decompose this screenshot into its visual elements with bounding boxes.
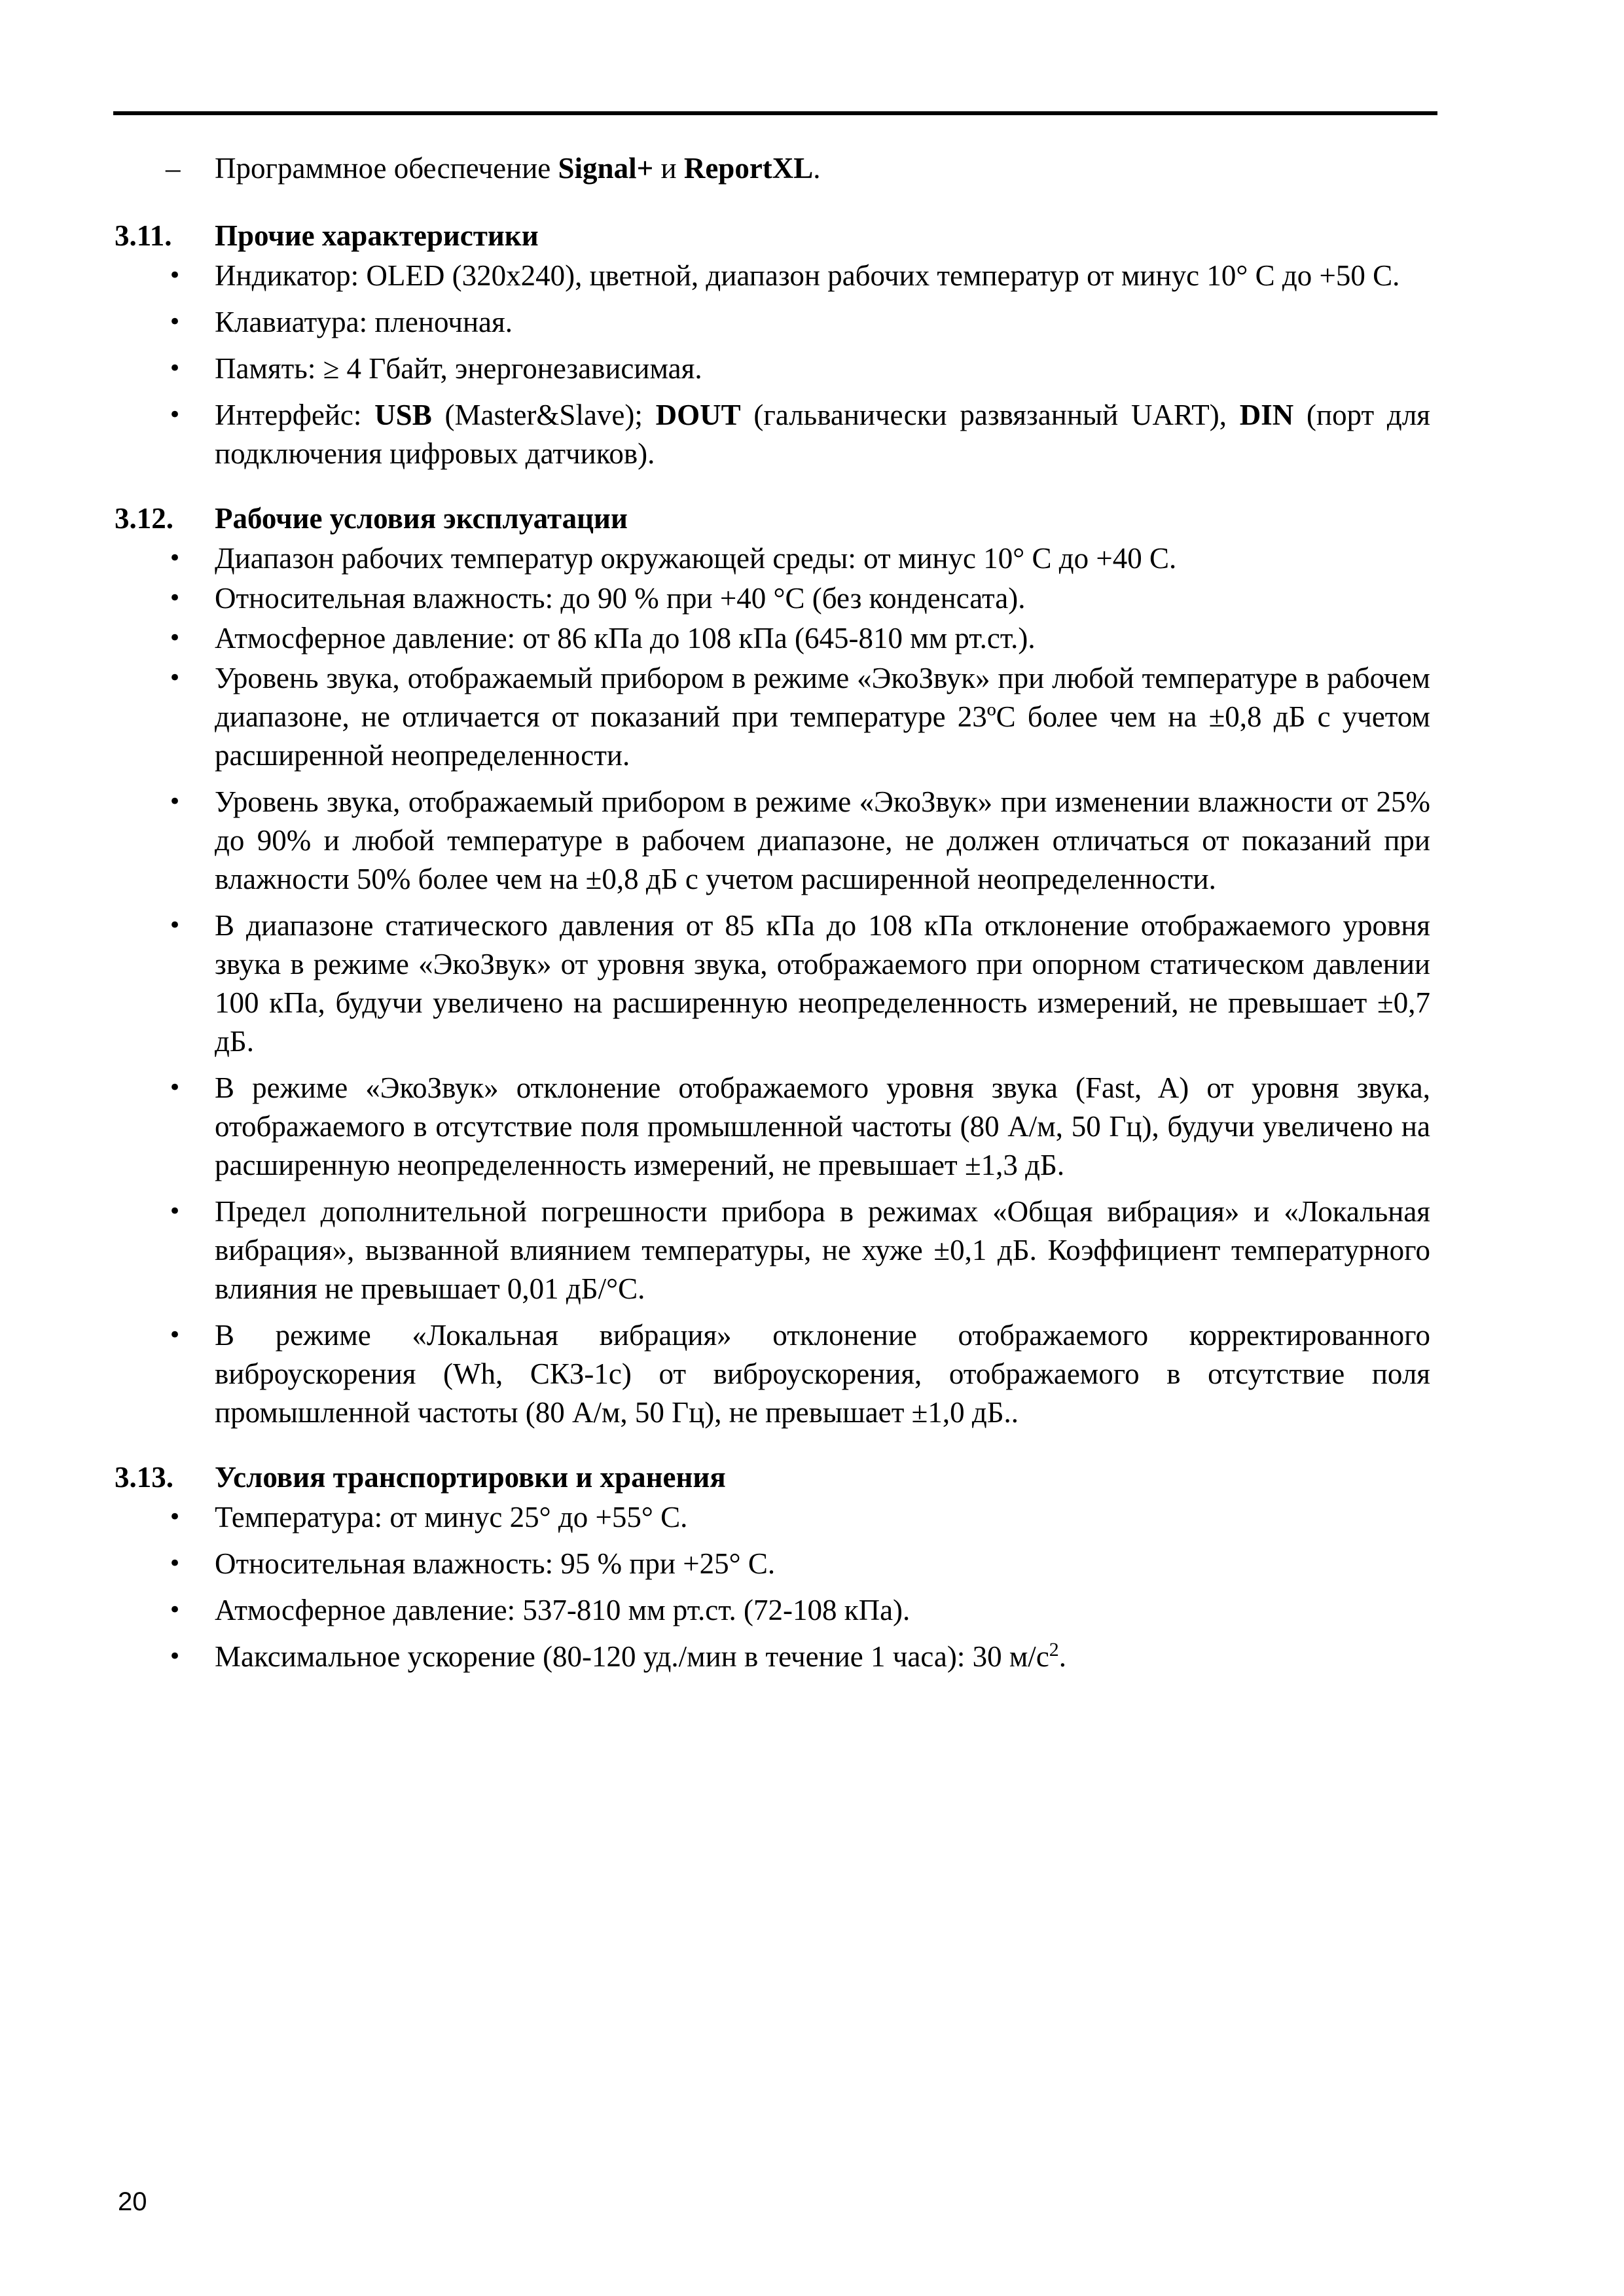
list-item-text: Клавиатура: пленочная. [215,306,513,338]
section-title: Условия транспортировки и хранения [215,1461,726,1494]
list-item [115,350,1430,388]
list-item [115,579,1430,618]
bullet-icon: • [168,1504,182,1530]
interface-dout: DOUT [655,399,741,431]
list-item [115,303,1430,342]
section-3-12-heading [115,499,1430,538]
list-item-text: Атмосферное давление: от 86 кПа до 108 кПа (645-810 мм рт.ст.). [215,622,1036,655]
bullet-icon: • [168,355,182,382]
bullet-icon: • [168,402,182,428]
software-text-before: Программное обеспечение [215,152,558,185]
section-title: Рабочие условия эксплуатации [215,502,628,535]
list-item [115,906,1430,1061]
section-number: 3.11. [115,219,172,252]
list-item-text: В диапазоне статического давления от 85 кПа до 108 кПа отклонение отображаемого уровня звука в режиме «ЭкоЗвук» от уровня звука, отображаемого при опорном статическом давлении 100 кПа, будучи увеличено на расширенную неопределенность измерений, не превышает ±0,7 дБ. [215,909,1430,1058]
bullet-icon: • [168,1075,182,1101]
list-item-text: В режиме «Локальная вибрация» отклонение отображаемого корректированного виброускорения (Wh, СКЗ-1с) от виброускорения, отображаемого в отсутствие поля промышленной частоты (80 А/м, 50 Гц), не превышает ±1,0 дБ.. [215,1319,1430,1429]
list-item-text: Максимальное ускорение (80-120 уд./мин в течение 1 часа): 30 м/с [215,1640,1049,1673]
list-item-text: Относительная влажность: 95 % при +25° С. [215,1547,776,1580]
section-3-13-heading [115,1458,1430,1497]
list-item-interface [115,396,1430,473]
bullet-icon: • [168,545,182,571]
list-item [115,659,1430,775]
list-item-text: Предел дополнительной погрешности прибора в режимах «Общая вибрация» и «Локальная вибрация», вызванной влиянием температуры, не хуже ±0,1 дБ. Коэффициент температурного влияния не превышает 0,01 дБ/°С. [215,1195,1430,1305]
list-item-text: Уровень звука, отображаемый прибором в режиме «ЭкоЗвук» при изменении влажности от 25% до 90% и любой температуре в рабочем диапазоне, не должен отличаться от показаний при влажности 50% более чем на ±0,8 дБ с учетом расширенной неопределенности. [215,785,1430,895]
bullet-icon: • [168,1198,182,1225]
list-item-text: Уровень звука, отображаемый прибором в режиме «ЭкоЗвук» при любой температуре в рабочем диапазоне, не отличается от показаний при температуре 23ºС более чем на ±0,8 дБ с учетом расширенной неопределенности. [215,662,1430,772]
interface-dout-desc: (гальванически развязанный UART), [740,399,1240,431]
list-item [115,257,1430,295]
bullet-icon: • [168,912,182,939]
list-item [115,1591,1430,1630]
bullet-icon: • [168,585,182,611]
interface-usb-desc: (Master&Slave); [431,399,656,431]
page-number: 20 [118,2187,147,2216]
list-item [115,1316,1430,1432]
list-item [115,1638,1430,1676]
section-3-13-list [115,1498,1430,1676]
list-item [115,783,1430,899]
bullet-icon: • [168,1322,182,1348]
section-number: 3.12. [115,502,173,535]
interface-prefix: Интерфейс: [215,399,375,431]
bullet-icon: • [168,262,182,289]
software-text-middle: и [653,152,684,185]
software-signal-plus: Signal+ [558,152,654,185]
header-rule [113,111,1437,115]
interface-usb: USB [374,399,432,431]
section-3-12-list [115,539,1430,1432]
bullet-icon: • [168,1643,182,1670]
list-item-suffix: . [1058,1640,1067,1673]
section-title: Прочие характеристики [215,219,539,252]
bullet-icon: • [168,1597,182,1623]
bullet-icon: • [168,1551,182,1577]
list-item [115,619,1430,658]
list-item [115,1069,1430,1185]
list-item [115,1193,1430,1308]
list-item-text: Температура: от минус 25° до +55° С. [215,1501,688,1534]
list-item [115,1545,1430,1583]
bullet-icon: • [168,625,182,651]
superscript: 2 [1049,1639,1059,1660]
section-number: 3.13. [115,1461,173,1494]
list-item-text: Память: ≥ 4 Гбайт, энергонезависимая. [215,352,702,385]
bullet-icon: • [168,789,182,815]
list-item-text: Индикатор: OLED (320x240), цветной, диапазон рабочих температур от минус 10° С до +50 С. [215,259,1400,292]
list-item-text: В режиме «ЭкоЗвук» отклонение отображаемого уровня звука (Fast, A) от уровня звука, отображаемого в отсутствие поля промышленной частоты (80 А/м, 50 Гц), будучи увеличено на расширенную неопределенность измерений, не превышает ±1,3 дБ. [215,1071,1430,1181]
software-text-after: . [813,152,821,185]
software-item [115,149,1430,188]
dash-marker: – [166,152,181,185]
interface-din: DIN [1239,399,1294,431]
list-item [115,1498,1430,1537]
bullet-icon: • [168,665,182,691]
bullet-icon: • [168,309,182,335]
section-3-11-heading [115,217,1430,255]
list-item-text: Диапазон рабочих температур окружающей среды: от минус 10° С до +40 С. [215,542,1177,575]
list-item [115,539,1430,578]
software-reportxl: ReportXL [683,152,814,185]
interface-din-desc: (порт для подключения цифровых датчиков). [215,399,1430,470]
list-item-text: Относительная влажность: до 90 % при +40 °С (без конденсата). [215,582,1026,615]
section-3-11-list [115,257,1430,473]
document-body [115,149,1430,1684]
list-item-text: Атмосферное давление: 537-810 мм рт.ст. (72-108 кПа). [215,1594,911,1626]
